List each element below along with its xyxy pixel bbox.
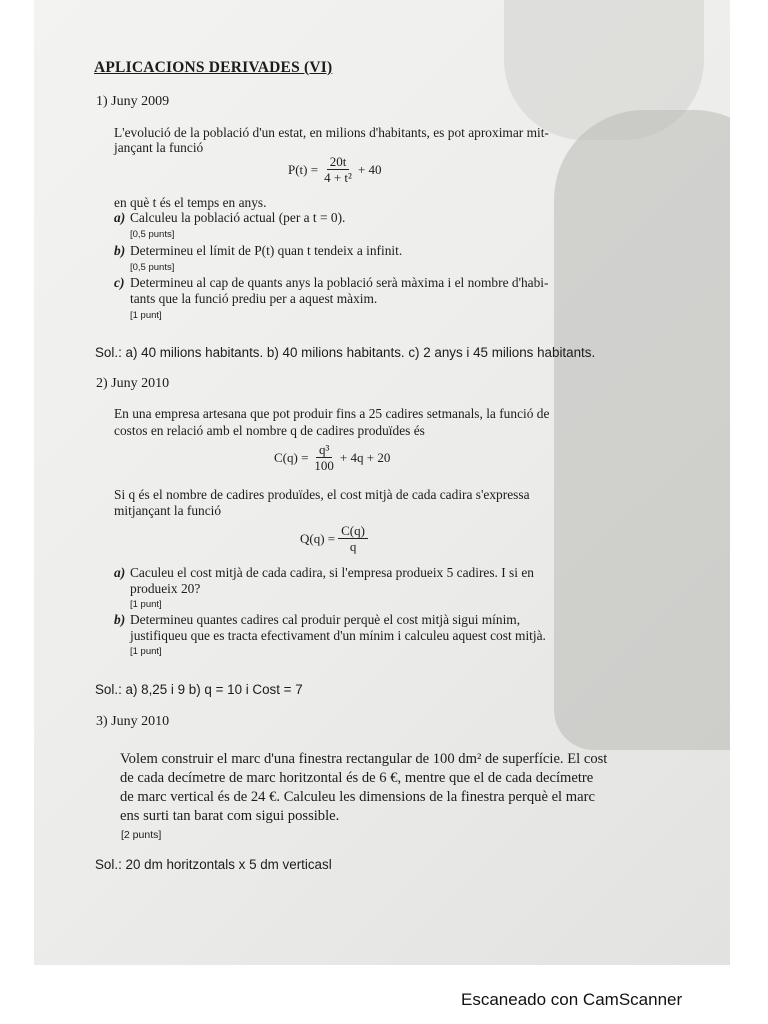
problem2-solution: Sol.: a) 8,25 i 9 b) q = 10 i Cost = 7 xyxy=(95,682,303,697)
problem1-intro-line2: jançant la funció xyxy=(114,140,204,155)
problem1-b-points: [0,5 punts] xyxy=(130,262,175,273)
problem2-a-points: [1 punt] xyxy=(130,599,162,610)
problem3-line3: de marc vertical és de 24 €. Calculeu les dimensions de la finestra perquè el marc xyxy=(120,789,595,805)
problem1-item-b xyxy=(114,241,402,261)
problem2-b-points: [1 punt] xyxy=(130,646,162,657)
problem1-c-points: [1 punt] xyxy=(130,310,162,321)
problem3-line4: ens surti tan barat com sigui possible. xyxy=(120,808,340,824)
formula-denominator: 4 + t² xyxy=(324,170,352,185)
scanned-page xyxy=(34,0,730,965)
formula-fraction xyxy=(321,154,355,185)
problem2-item-b-line2: justifiqueu que es tracta efectivament d'un mínim i calculeu aquest cost mitjà. xyxy=(130,628,546,643)
f2-numerator: C(q) xyxy=(338,523,368,539)
problem3-points: [2 punts] xyxy=(121,829,162,841)
formula-numerator: 20t xyxy=(327,154,350,170)
problem1-item-c-line2: tants que la funció prediu per a aquest màxim. xyxy=(130,291,378,306)
problem2-formula-average xyxy=(300,523,371,554)
item-b-text: Determineu el límit de P(t) quan t tendeix a infinit. xyxy=(130,243,403,258)
p2-item-a-text1: Caculeu el cost mitjà de cada cadira, si l'empresa produeix 5 cadires. I si en xyxy=(130,565,534,580)
item-a-letter: a) xyxy=(114,210,126,225)
problem3-line1: Volem construir el marc d'una finestra rectangular de 100 dm² de superfície. El cost xyxy=(120,751,608,767)
page-content xyxy=(34,0,730,965)
problem1-after: en què t és el temps en anys. xyxy=(114,195,267,210)
problem1-formula xyxy=(288,154,382,185)
p2-item-b-text1: Determineu quantes cadires cal produir perquè el cost mitjà sigui mínim, xyxy=(130,612,521,627)
problem1-intro-line1: L'evolució de la població d'un estat, en milions d'habitants, es pot aproximar mit- xyxy=(114,125,549,140)
f1-lhs: C(q) = xyxy=(274,449,309,465)
formula-lhs: P(t) = xyxy=(288,161,319,177)
item-c-letter: c) xyxy=(114,275,125,290)
problem2-mid-line1: Si q és el nombre de cadires produïdes, el cost mitjà de cada cadira s'expressa xyxy=(114,487,530,502)
problem2-intro-line1: En una empresa artesana que pot produir fins a 25 cadires setmanals, la funció de xyxy=(114,406,550,421)
problem1-header: 1) Juny 2009 xyxy=(96,94,170,109)
problem3-solution: Sol.: 20 dm horitzontals x 5 dm verticasl xyxy=(95,857,332,872)
problem3-header: 3) Juny 2010 xyxy=(96,714,170,729)
problem1-solution: Sol.: a) 40 milions habitants. b) 40 milions habitants. c) 2 anys i 45 milions habitants. xyxy=(95,345,596,360)
problem2-intro-line2: costos en relació amb el nombre q de cadires produïdes és xyxy=(114,423,425,438)
page-title: APLICACIONS DERIVADES (VI) xyxy=(94,59,333,76)
p2-item-a-letter: a) xyxy=(114,565,126,580)
problem2-mid-line2: mitjançant la funció xyxy=(114,503,222,518)
problem3-line2: de cada decímetre de marc horitzontal és de 6 €, mentre que el de cada decímetre xyxy=(120,770,594,786)
f1-denominator: 100 xyxy=(314,458,334,473)
item-b-letter: b) xyxy=(114,243,126,258)
problem1-a-points: [0,5 punts] xyxy=(130,229,175,240)
problem2-header: 2) Juny 2010 xyxy=(96,376,170,391)
problem1-item-a xyxy=(114,208,345,228)
item-a-text: Calculeu la població actual (per a t = 0). xyxy=(130,210,346,225)
f1-numerator: q³ xyxy=(316,442,332,458)
formula-rhs: + 40 xyxy=(357,161,382,177)
item-c-text1: Determineu al cap de quants anys la població serà màxima i el nombre d'habi- xyxy=(130,275,549,290)
problem2-item-a-line2: produeix 20? xyxy=(130,581,201,596)
p2-item-b-letter: b) xyxy=(114,612,126,627)
f1-rhs: + 4q + 20 xyxy=(339,449,391,465)
f1-fraction xyxy=(311,442,337,473)
camscanner-footer: Escaneado con CamScanner xyxy=(461,990,683,1009)
f2-fraction xyxy=(338,523,368,554)
f2-lhs: Q(q) = xyxy=(300,530,336,546)
f2-denominator: q xyxy=(349,539,357,554)
problem2-formula-cost xyxy=(274,442,390,473)
